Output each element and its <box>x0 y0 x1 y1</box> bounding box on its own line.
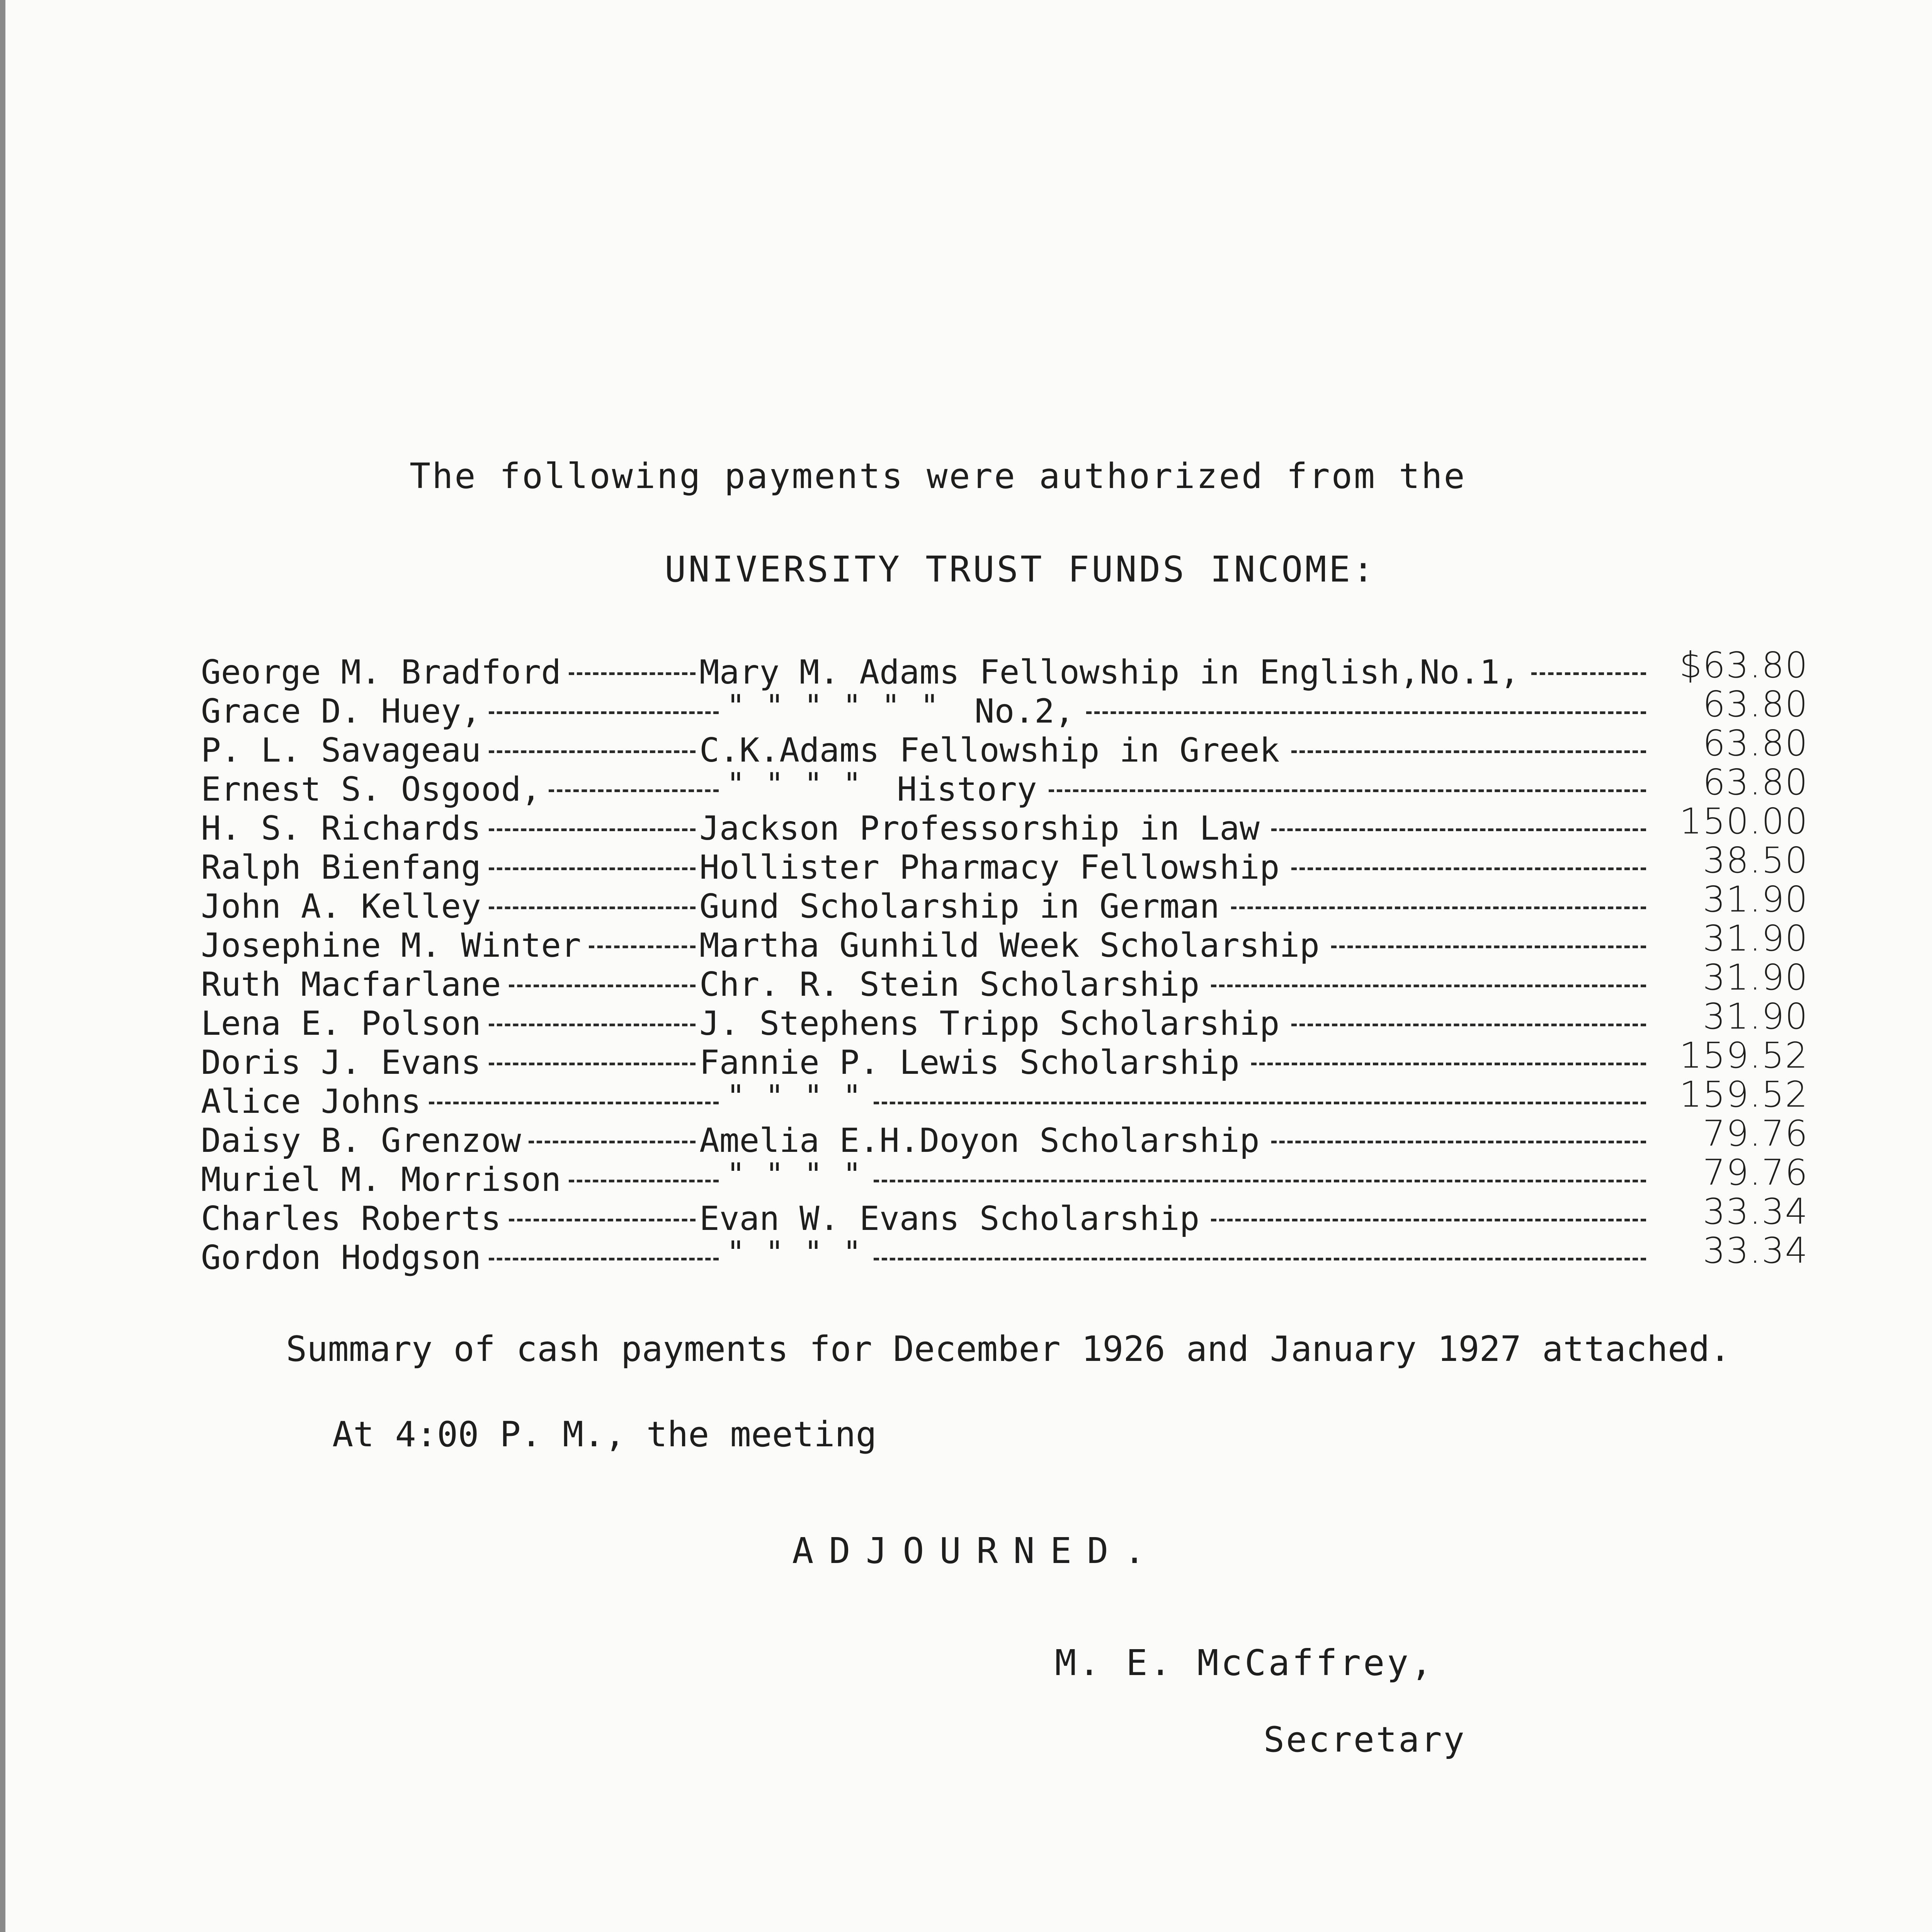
payment-fund: Hollister Pharmacy Fellowship <box>699 848 1280 887</box>
payment-fund: Amelia E.H.Doyon Scholarship <box>699 1121 1260 1160</box>
payment-amount: 33.34 <box>1702 1230 1808 1271</box>
payment-row <box>201 762 1816 809</box>
payment-row <box>201 645 1816 692</box>
dash-leader <box>509 1219 696 1221</box>
signature-name: M. E. McCaffrey, <box>1055 1642 1435 1684</box>
meeting-line: At 4:00 P. M., the meeting <box>332 1414 877 1455</box>
page-left-edge <box>0 0 5 1932</box>
dash-leader <box>489 828 696 831</box>
dash-leader <box>1086 711 1646 714</box>
payment-amount: 63.80 <box>1702 723 1808 764</box>
payment-amount: 63.80 <box>1702 762 1808 803</box>
payment-payee: P. L. Savageau <box>201 731 481 770</box>
dash-leader <box>1291 1024 1646 1026</box>
payment-amount: 31.90 <box>1702 996 1808 1037</box>
payment-payee: Ruth Macfarlane <box>201 965 501 1004</box>
payment-payee: Ernest S. Osgood, <box>201 770 541 809</box>
payment-row <box>201 684 1816 731</box>
payment-amount: 63.80 <box>1702 684 1808 725</box>
payment-payee: Ralph Bienfang <box>201 848 481 887</box>
payment-fund: Mary M. Adams Fellowship in English,No.1, <box>699 653 1520 692</box>
payment-fund: Chr. R. Stein Scholarship <box>699 965 1200 1004</box>
payment-row <box>201 1191 1816 1238</box>
payment-payee: Lena E. Polson <box>201 1004 481 1043</box>
dash-leader <box>489 867 696 870</box>
dash-leader <box>1291 750 1646 753</box>
dash-leader <box>1271 1141 1646 1143</box>
dash-leader <box>1211 985 1646 987</box>
payment-amount: 31.90 <box>1702 918 1808 959</box>
payment-payee: H. S. Richards <box>201 809 481 848</box>
dash-leader <box>874 1180 1646 1182</box>
dash-leader <box>569 672 696 675</box>
payment-payee: Doris J. Evans <box>201 1043 481 1082</box>
dash-leader <box>509 985 696 987</box>
dash-leader <box>1291 867 1646 870</box>
payment-payee: Charles Roberts <box>201 1199 501 1238</box>
payment-payee: Alice Johns <box>201 1082 421 1121</box>
dash-leader <box>1251 1063 1646 1065</box>
payment-amount: 33.34 <box>1702 1191 1808 1232</box>
dash-leader <box>874 1102 1646 1104</box>
payment-payee: George M. Bradford <box>201 653 561 692</box>
dash-leader <box>1049 789 1646 792</box>
ditto-marks: " " " " <box>726 1156 862 1192</box>
payment-fund: Martha Gunhild Week Scholarship <box>699 926 1320 965</box>
payment-amount: $63.80 <box>1679 645 1808 686</box>
payments-list <box>201 645 1816 1277</box>
payment-payee: John A. Kelley <box>201 887 481 926</box>
payment-fund: No.2, <box>974 692 1075 731</box>
dash-leader <box>1531 672 1646 675</box>
payment-amount: 150.00 <box>1679 801 1808 842</box>
payment-row <box>201 1035 1816 1082</box>
signature-title: Secretary <box>1264 1719 1466 1760</box>
ditto-marks: " " " " <box>726 1235 862 1270</box>
payment-amount: 38.50 <box>1702 840 1808 881</box>
dash-leader <box>529 1141 696 1143</box>
dash-leader <box>489 1063 696 1065</box>
payment-row <box>201 723 1816 770</box>
payment-row <box>201 918 1816 965</box>
payment-amount: 79.76 <box>1702 1152 1808 1193</box>
dash-leader <box>1231 906 1646 909</box>
dash-leader <box>549 789 719 792</box>
payment-fund: Gund Scholarship in German <box>699 887 1220 926</box>
payment-amount: 31.90 <box>1702 879 1808 920</box>
payment-payee: Muriel M. Morrison <box>201 1160 561 1199</box>
payment-amount: 31.90 <box>1702 957 1808 998</box>
payment-row <box>201 801 1816 848</box>
payment-amount: 159.52 <box>1679 1035 1808 1076</box>
payment-row <box>201 1152 1816 1199</box>
summary-paragraph: Summary of cash payments for December 1926 and January 1927 attached. <box>286 1329 1731 1369</box>
payment-fund: C.K.Adams Fellowship in Greek <box>699 731 1280 770</box>
dash-leader <box>489 906 696 909</box>
payment-row <box>201 840 1816 887</box>
dash-leader <box>489 1024 696 1026</box>
payment-fund: J. Stephens Tripp Scholarship <box>699 1004 1280 1043</box>
fund-title: UNIVERSITY TRUST FUNDS INCOME: <box>665 549 1376 590</box>
payment-row <box>201 1113 1816 1160</box>
intro-line: The following payments were authorized from the <box>410 456 1466 497</box>
ditto-marks: " " " " <box>726 1078 862 1114</box>
payment-row <box>201 879 1816 926</box>
payment-row <box>201 996 1816 1043</box>
payment-payee: Josephine M. Winter <box>201 926 581 965</box>
payment-fund: Evan W. Evans Scholarship <box>699 1199 1200 1238</box>
dash-leader <box>429 1102 719 1104</box>
payment-amount: 79.76 <box>1702 1113 1808 1154</box>
dash-leader <box>1211 1219 1646 1221</box>
ditto-marks: " " " " <box>726 766 862 802</box>
dash-leader <box>489 711 719 714</box>
dash-leader <box>874 1258 1646 1260</box>
dash-leader <box>1331 946 1646 948</box>
payment-row <box>201 1230 1816 1277</box>
payment-payee: Daisy B. Grenzow <box>201 1121 521 1160</box>
payment-amount: 159.52 <box>1679 1074 1808 1115</box>
payment-fund: Jackson Professorship in Law <box>699 809 1260 848</box>
dash-leader <box>589 946 696 948</box>
dash-leader <box>1271 828 1646 831</box>
payment-fund: History <box>897 770 1037 809</box>
dash-leader <box>569 1180 719 1182</box>
payment-payee: Gordon Hodgson <box>201 1238 481 1277</box>
dash-leader <box>489 750 696 753</box>
adjourned-heading: ADJOURNED. <box>792 1530 1161 1571</box>
payment-payee: Grace D. Huey, <box>201 692 481 731</box>
payment-row <box>201 1074 1816 1121</box>
dash-leader <box>489 1258 719 1260</box>
ditto-marks: " " " " " " <box>726 688 940 724</box>
payment-fund: Fannie P. Lewis Scholarship <box>699 1043 1240 1082</box>
payment-row <box>201 957 1816 1004</box>
